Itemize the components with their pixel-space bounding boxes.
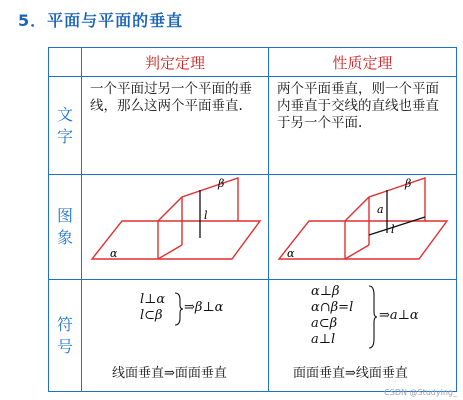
line-l: [369, 217, 425, 235]
label-alpha: α: [287, 247, 295, 260]
side-label-figure: 图 象: [49, 175, 82, 280]
label-alpha: α: [110, 247, 118, 260]
symbol-row: [49, 280, 457, 392]
label-l: l: [391, 223, 395, 236]
side-label-text: 文 字: [49, 77, 82, 175]
label-beta: β: [218, 177, 225, 190]
header-row: [49, 48, 457, 77]
criterion-premises: l⊥α l⊂β: [140, 292, 166, 323]
label-l: l: [204, 209, 208, 222]
property-figure: [269, 175, 457, 280]
property-conclusion: ⇒a⊥α: [379, 308, 419, 323]
header-criterion: 判定定理: [82, 48, 269, 77]
criterion-symbol: [82, 280, 269, 392]
property-brace: [368, 285, 378, 349]
criterion-diagram: [82, 175, 269, 279]
property-summary: 面面垂直⇒线面垂直: [293, 366, 408, 381]
plane-beta: [345, 178, 425, 221]
figure-row: [49, 175, 457, 280]
text-row: [49, 77, 457, 175]
criterion-brace: [174, 292, 184, 326]
property-premises: α⊥β α∩β=l a⊂β a⊥l: [311, 284, 354, 347]
criterion-figure: [82, 175, 269, 280]
criterion-text: 一个平面过另一个平面的垂线，那么这两个平面垂直.: [82, 77, 269, 175]
property-symbol: [269, 280, 457, 392]
side-label-symbol: 符 号: [49, 280, 82, 392]
label-beta: β: [405, 177, 412, 190]
plane-beta-base: [158, 245, 182, 259]
header-property: 性质定理: [269, 48, 457, 77]
criterion-conclusion: ⇒β⊥α: [184, 300, 224, 315]
corner-cell: [49, 48, 82, 77]
plane-alpha: [279, 221, 447, 259]
label-a: a: [377, 203, 384, 216]
property-text: 两个平面垂直，则一个平面内垂直于交线的直线也垂直于另一个平面.: [269, 77, 457, 175]
criterion-summary: 线面垂直⇒面面垂直: [112, 366, 227, 381]
theorem-table: [48, 47, 457, 392]
watermark: CSDN @Studying_: [384, 388, 457, 397]
plane-beta: [158, 178, 238, 221]
plane-beta-base: [345, 245, 369, 259]
section-title: 5．平面与平面的垂直: [18, 11, 184, 30]
property-diagram: [269, 175, 457, 279]
